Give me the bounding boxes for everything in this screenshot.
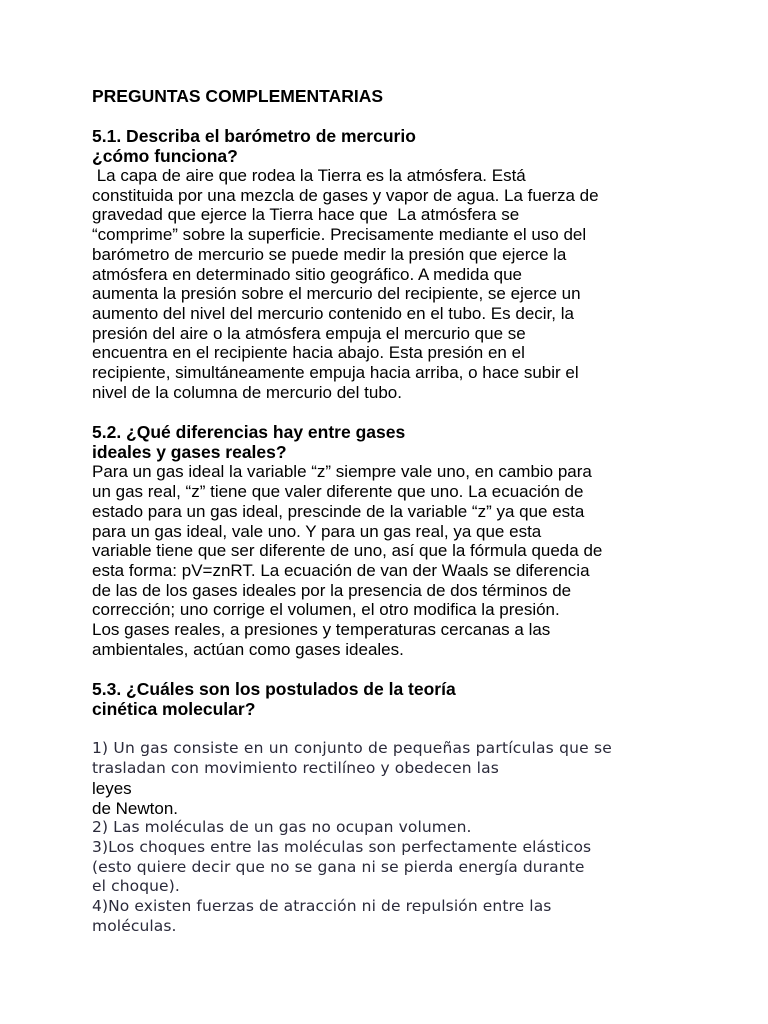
document-page [92, 86, 692, 957]
document-title: PREGUNTAS COMPLEMENTARIAS [92, 86, 384, 106]
question-line: ideales y gases reales? [92, 442, 287, 463]
section-5-3 [92, 679, 692, 936]
question-line: 5.1. Describa el barómetro de mercurio [92, 126, 416, 146]
answer-line: Los gases reales, a presiones y temperaturas cercanas a las [92, 620, 551, 640]
answer-line: atmósfera en determinado sitio geográfico. A medida que [92, 264, 522, 284]
answer-line: el choque). [92, 877, 180, 896]
answer-line: aumenta la presión sobre el mercurio del recipiente, se ejerce un [92, 284, 581, 304]
answer-line: un gas real, “z” tiene que valer diferente que uno. La ecuación de [92, 482, 584, 502]
question-line: 5.2. ¿Qué diferencias hay entre gases [92, 422, 406, 443]
answer-line: nivel de la columna de mercurio del tubo. [92, 382, 402, 402]
answer-text [92, 462, 692, 659]
answer-line: esta forma: pV=znRT. La ecuación de van der Waals se diferencia [92, 560, 590, 580]
answer-line: (esto quiere decir que no se gana ni se pierda energía durante [92, 857, 585, 876]
answer-line: de las de los gases ideales por la presencia de dos términos de [92, 580, 572, 600]
answer-line: constituida por una mezcla de gases y vapor de agua. La fuerza de [92, 185, 599, 205]
answer-list [92, 739, 692, 936]
answer-line: 4)No existen fuerzas de atracción ni de repulsión entre las [92, 897, 552, 916]
question-line: cinética molecular? [92, 699, 256, 720]
answer-line-text: de Newton. [92, 798, 178, 818]
section-5-1 [92, 126, 692, 402]
answer-line: gravedad que ejerce la Tierra hace que La atmósfera se [92, 205, 520, 225]
answer-line: aumento del nivel del mercurio contenido en el tubo. Es decir, la [92, 303, 574, 323]
answer-line: corrección; uno corrige el volumen, el otro modifica la presión. [92, 600, 560, 620]
answer-line: presión del aire o la atmósfera empuja el mercurio que se [92, 323, 526, 343]
answer-line [92, 799, 692, 819]
answer-line: para un gas ideal, vale uno. Y para un gas real, ya que esta [92, 521, 542, 541]
answer-line: variable tiene que ser diferente de uno, así que la fórmula queda de [92, 541, 603, 561]
question-line: ¿cómo funciona? [92, 146, 238, 166]
section-5-2 [92, 422, 692, 659]
answer-line [92, 759, 692, 798]
answer-line: recipiente, simultáneamente empuja hacia arriba, o hace subir el [92, 363, 579, 383]
answer-line: moléculas. [92, 916, 177, 935]
question-line: 5.3. ¿Cuáles son los postulados de la teoría [92, 679, 456, 700]
answer-line: 2) Las moléculas de un gas no ocupan volumen. [92, 818, 472, 837]
answer-text [92, 166, 692, 402]
answer-line-text: leyes [92, 778, 132, 798]
answer-line-text: trasladan con movimiento rectilíneo y obedecen las [92, 759, 499, 778]
answer-line: 1) Un gas consiste en un conjunto de pequeñas partículas que se [92, 739, 613, 758]
answer-line: La capa de aire que rodea la Tierra es la atmósfera. Está [92, 166, 526, 185]
answer-line: 3)Los choques entre las moléculas son perfectamente elásticos [92, 837, 592, 856]
question-heading [92, 422, 692, 462]
answer-line: barómetro de mercurio se puede medir la presión que ejerce la [92, 244, 567, 264]
answer-line: estado para un gas ideal, prescinde de la variable “z” ya que esta [92, 501, 585, 521]
answer-line: ambientales, actúan como gases ideales. [92, 639, 404, 659]
answer-line: encuentra en el recipiente hacia abajo. Esta presión en el [92, 343, 525, 363]
answer-line: Para un gas ideal la variable “z” siempre vale uno, en cambio para [92, 462, 592, 482]
answer-line: “comprime” sobre la superficie. Precisamente mediante el uso del [92, 225, 587, 245]
question-heading [92, 126, 692, 166]
question-heading [92, 679, 692, 719]
